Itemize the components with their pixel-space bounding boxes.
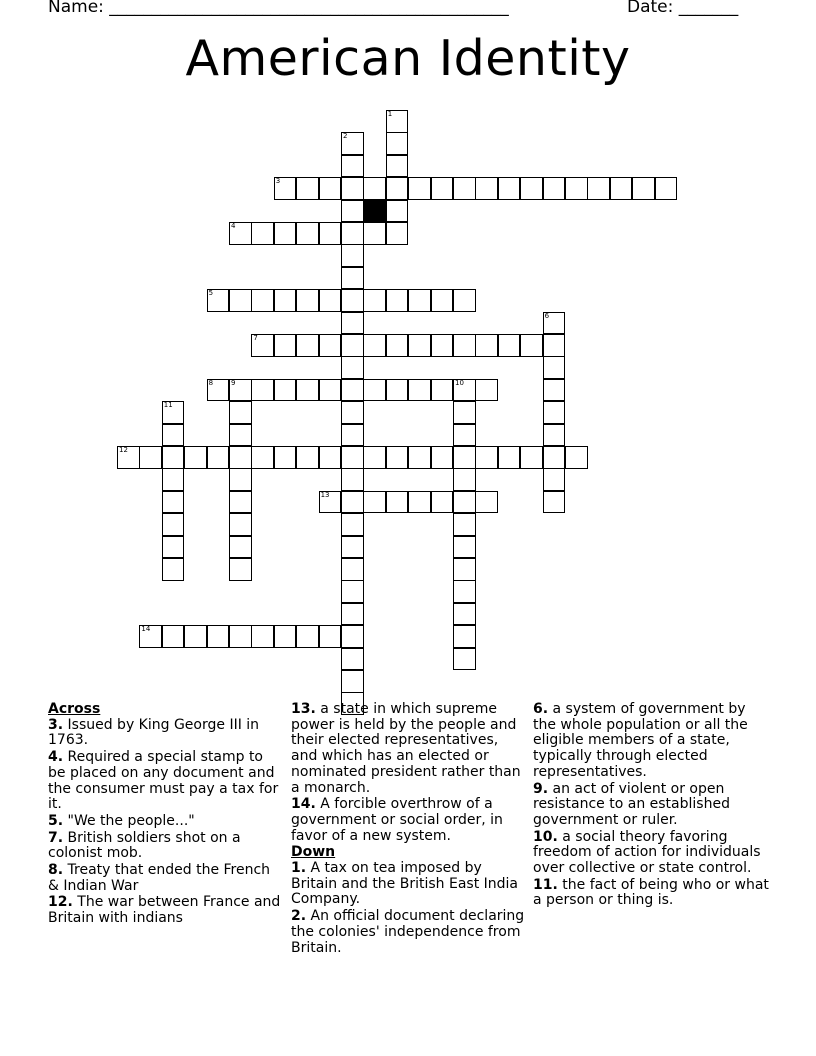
grid-cell[interactable] <box>543 491 566 514</box>
grid-cell[interactable] <box>229 625 252 648</box>
page-title: American Identity <box>185 30 631 87</box>
grid-cell[interactable] <box>296 446 319 469</box>
grid-cell[interactable] <box>610 177 633 200</box>
grid-cell[interactable] <box>251 625 274 648</box>
grid-cell[interactable] <box>386 446 409 469</box>
grid-cell[interactable] <box>229 424 252 447</box>
grid-cell[interactable] <box>229 446 252 469</box>
grid-cell[interactable] <box>341 222 364 245</box>
grid-cell[interactable] <box>431 289 454 312</box>
grid-cell[interactable] <box>341 200 364 223</box>
grid-cell[interactable] <box>229 536 252 559</box>
grid-cell[interactable] <box>520 446 543 469</box>
grid-cell[interactable] <box>319 625 342 648</box>
down-heading: Down <box>291 844 336 861</box>
clue-across-3: 3. Issued by King George III in 1763. <box>48 716 260 749</box>
grid-cell[interactable] <box>386 110 409 133</box>
grid-cell[interactable] <box>296 625 319 648</box>
across-heading: Across <box>48 701 101 717</box>
clue-across-8: 8. Treaty that ended the French & Indian War <box>48 862 271 894</box>
clues-column-1 <box>48 702 284 928</box>
cell-number: 8 <box>208 378 214 387</box>
grid-cell[interactable] <box>543 177 566 200</box>
grid-cell[interactable] <box>453 513 476 536</box>
clue-across-12: 12. The war between France and Britain with indians <box>48 894 281 927</box>
cell-number: 10 <box>455 378 464 387</box>
grid-cell[interactable] <box>498 446 521 469</box>
grid-cell[interactable] <box>229 491 252 514</box>
grid-cell[interactable] <box>341 155 364 178</box>
grid-cell[interactable] <box>431 177 454 200</box>
grid-cell[interactable] <box>162 625 185 648</box>
grid-cell[interactable] <box>229 379 252 402</box>
clue-down-11: 11. the fact of being who or what a person or thing is. <box>533 876 769 909</box>
grid-cell[interactable] <box>341 670 364 693</box>
clues-column-2 <box>291 702 527 957</box>
grid-cell[interactable] <box>475 491 498 514</box>
grid-cell[interactable] <box>543 312 566 335</box>
clue-down-1: 1. A tax on tea imposed by Britain and the British East India Company. <box>291 860 519 908</box>
grid-cell[interactable] <box>453 401 476 424</box>
grid-cell[interactable] <box>431 334 454 357</box>
grid-cell[interactable] <box>543 424 566 447</box>
grid-cell[interactable] <box>184 446 207 469</box>
grid-cell[interactable] <box>543 356 566 379</box>
grid-cell[interactable] <box>453 558 476 581</box>
grid-cell[interactable] <box>162 513 185 536</box>
grid-cell[interactable] <box>341 312 364 335</box>
grid-cell[interactable] <box>229 222 252 245</box>
grid-cell[interactable] <box>655 177 678 200</box>
grid-cell[interactable] <box>565 177 588 200</box>
grid-cell[interactable] <box>296 177 319 200</box>
cell-number: 13 <box>320 490 330 499</box>
clue-across-5: 5. "We the people..." <box>48 812 195 829</box>
grid-cell[interactable] <box>251 334 274 357</box>
grid-cell[interactable] <box>229 558 252 581</box>
grid-cell[interactable] <box>296 222 319 245</box>
grid-cell[interactable] <box>229 468 252 491</box>
grid-cell[interactable] <box>431 446 454 469</box>
grid-cell[interactable] <box>341 379 364 402</box>
grid-cell[interactable] <box>274 625 297 648</box>
grid-cell[interactable] <box>363 446 386 469</box>
grid-cell[interactable] <box>341 289 364 312</box>
grid-cell[interactable] <box>117 446 140 469</box>
grid-cell[interactable] <box>543 401 566 424</box>
grid-cell[interactable] <box>341 267 364 290</box>
grid-cell[interactable] <box>386 132 409 155</box>
grid-cell[interactable] <box>162 401 185 424</box>
grid-cell[interactable] <box>319 491 342 514</box>
grid-cell[interactable] <box>453 289 476 312</box>
grid-cell[interactable] <box>274 222 297 245</box>
grid-cell[interactable] <box>319 177 342 200</box>
grid-cell[interactable] <box>162 468 185 491</box>
grid-cell[interactable] <box>453 177 476 200</box>
grid-cell[interactable] <box>162 491 185 514</box>
clues-column-3 <box>533 702 769 910</box>
grid-cell[interactable] <box>386 155 409 178</box>
grid-cell[interactable] <box>453 648 476 671</box>
grid-cell[interactable] <box>229 401 252 424</box>
grid-cell[interactable] <box>341 132 364 155</box>
grid-cell[interactable] <box>363 491 386 514</box>
grid-cell[interactable] <box>162 558 185 581</box>
grid-cell[interactable] <box>408 446 431 469</box>
grid-cell[interactable] <box>341 468 364 491</box>
grid-cell[interactable] <box>565 446 588 469</box>
grid-cell[interactable] <box>408 379 431 402</box>
grid-cell[interactable] <box>341 603 364 626</box>
cell-number: 11 <box>163 401 173 410</box>
grid-cell[interactable] <box>319 334 342 357</box>
grid-cell[interactable] <box>341 446 364 469</box>
grid-cell[interactable] <box>386 379 409 402</box>
grid-cell[interactable] <box>162 446 185 469</box>
grid-cell[interactable] <box>319 289 342 312</box>
cell-number: 14 <box>141 625 151 634</box>
grid-cell[interactable] <box>498 177 521 200</box>
grid-cell[interactable] <box>229 513 252 536</box>
grid-cell[interactable] <box>475 379 498 402</box>
grid-cell[interactable] <box>453 468 476 491</box>
grid-cell[interactable] <box>341 244 364 267</box>
grid-cell[interactable] <box>543 468 566 491</box>
grid-cell[interactable] <box>363 379 386 402</box>
grid-cell[interactable] <box>408 289 431 312</box>
grid-cell[interactable] <box>229 289 252 312</box>
grid-cell[interactable] <box>162 424 185 447</box>
grid-cell[interactable] <box>453 491 476 514</box>
grid-cell[interactable] <box>543 446 566 469</box>
grid-cell[interactable] <box>386 289 409 312</box>
grid-cell[interactable] <box>274 177 297 200</box>
grid-cell[interactable] <box>386 200 409 223</box>
grid-cell[interactable] <box>341 177 364 200</box>
grid-cell[interactable] <box>251 379 274 402</box>
name-field: Name: _______________________________________________ <box>48 0 509 17</box>
grid-cell[interactable] <box>341 625 364 648</box>
clue-down-10: 10. a social theory favoring freedom of action for individuals over collective or state control. <box>533 828 761 877</box>
date-field: Date: _______ <box>627 0 739 17</box>
grid-cell[interactable] <box>341 356 364 379</box>
grid-cell[interactable] <box>386 222 409 245</box>
grid-cell[interactable] <box>162 536 185 559</box>
cell-number: 5 <box>208 289 214 298</box>
grid-cell[interactable] <box>274 446 297 469</box>
grid-cell[interactable] <box>319 222 342 245</box>
grid-cell[interactable] <box>251 289 274 312</box>
grid-cell[interactable] <box>408 491 431 514</box>
grid-cell[interactable] <box>453 446 476 469</box>
grid-cell[interactable] <box>341 334 364 357</box>
grid-cell[interactable] <box>520 334 543 357</box>
grid-cell[interactable] <box>207 379 230 402</box>
grid-cell[interactable] <box>453 536 476 559</box>
grid-cell[interactable] <box>207 289 230 312</box>
grid-cell[interactable] <box>341 491 364 514</box>
grid-cell[interactable] <box>475 446 498 469</box>
grid-cell[interactable] <box>386 177 409 200</box>
grid-cell[interactable] <box>543 379 566 402</box>
grid-cell[interactable] <box>363 334 386 357</box>
clue-down-9: 9. an act of violent or open resistance to an established government or ruler. <box>533 780 730 828</box>
grid-cell[interactable] <box>475 334 498 357</box>
grid-cell[interactable] <box>139 446 162 469</box>
clue-across-14: 14. A forcible overthrow of a government or social order, in favor of a new system. <box>291 796 503 844</box>
grid-cell[interactable] <box>453 424 476 447</box>
black-cell <box>363 200 386 223</box>
grid-cell[interactable] <box>363 289 386 312</box>
grid-cell[interactable] <box>207 625 230 648</box>
grid-cell[interactable] <box>453 603 476 626</box>
grid-cell[interactable] <box>431 491 454 514</box>
clue-across-7: 7. British soldiers shot on a colonist mob. <box>48 829 241 862</box>
grid-cell[interactable] <box>453 334 476 357</box>
grid-cell[interactable] <box>341 513 364 536</box>
grid-cell[interactable] <box>251 446 274 469</box>
grid-cell[interactable] <box>274 289 297 312</box>
grid-cell[interactable] <box>139 625 162 648</box>
grid-cell[interactable] <box>632 177 655 200</box>
grid-cell[interactable] <box>453 625 476 648</box>
cell-number: 4 <box>231 222 236 230</box>
grid-cell[interactable] <box>408 334 431 357</box>
clue-across-4: 4. Required a special stamp to be placed on any document and the consumer must pay a tax for it. <box>48 749 279 813</box>
grid-cell[interactable] <box>363 177 386 200</box>
cell-number: 2 <box>343 132 348 141</box>
grid-cell[interactable] <box>341 536 364 559</box>
grid-cell[interactable] <box>274 379 297 402</box>
grid-cell[interactable] <box>296 379 319 402</box>
grid-cell[interactable] <box>296 334 319 357</box>
grid-cell[interactable] <box>475 177 498 200</box>
grid-cell[interactable] <box>341 424 364 447</box>
grid-cell[interactable] <box>363 222 386 245</box>
grid-cell[interactable] <box>319 446 342 469</box>
grid-cell[interactable] <box>341 580 364 603</box>
grid-cell[interactable] <box>207 446 230 469</box>
grid-cell[interactable] <box>453 379 476 402</box>
grid-cell[interactable] <box>408 177 431 200</box>
grid-cell[interactable] <box>341 401 364 424</box>
grid-cell[interactable] <box>543 334 566 357</box>
grid-cell[interactable] <box>431 379 454 402</box>
cell-number: 6 <box>544 311 550 320</box>
cell-number: 7 <box>253 334 258 342</box>
cell-number: 9 <box>231 378 236 387</box>
clue-across-13: 13. a state in which supreme power is held by the people and their elected representatives, and which has an elected or nominated president rather than a monarch. <box>291 701 521 796</box>
grid-cell[interactable] <box>520 177 543 200</box>
grid-cell[interactable] <box>498 334 521 357</box>
grid-cell[interactable] <box>587 177 610 200</box>
clue-down-6: 6. a system of government by the whole population or all the eligible members of a state, typically through elected representatives. <box>533 701 748 780</box>
grid-cell[interactable] <box>251 222 274 245</box>
cell-number: 1 <box>387 110 393 118</box>
cell-number: 3 <box>275 177 281 186</box>
grid-cell[interactable] <box>386 491 409 514</box>
grid-cell[interactable] <box>184 625 207 648</box>
grid-cell[interactable] <box>296 289 319 312</box>
grid-cell[interactable] <box>386 334 409 357</box>
clue-down-2: 2. An official document declaring the colonies' independence from Britain. <box>291 908 525 956</box>
grid-cell[interactable] <box>319 379 342 402</box>
cell-number: 12 <box>119 446 128 454</box>
grid-cell[interactable] <box>274 334 297 357</box>
grid-cell[interactable] <box>453 580 476 603</box>
grid-cell[interactable] <box>341 648 364 671</box>
grid-cell[interactable] <box>341 558 364 581</box>
